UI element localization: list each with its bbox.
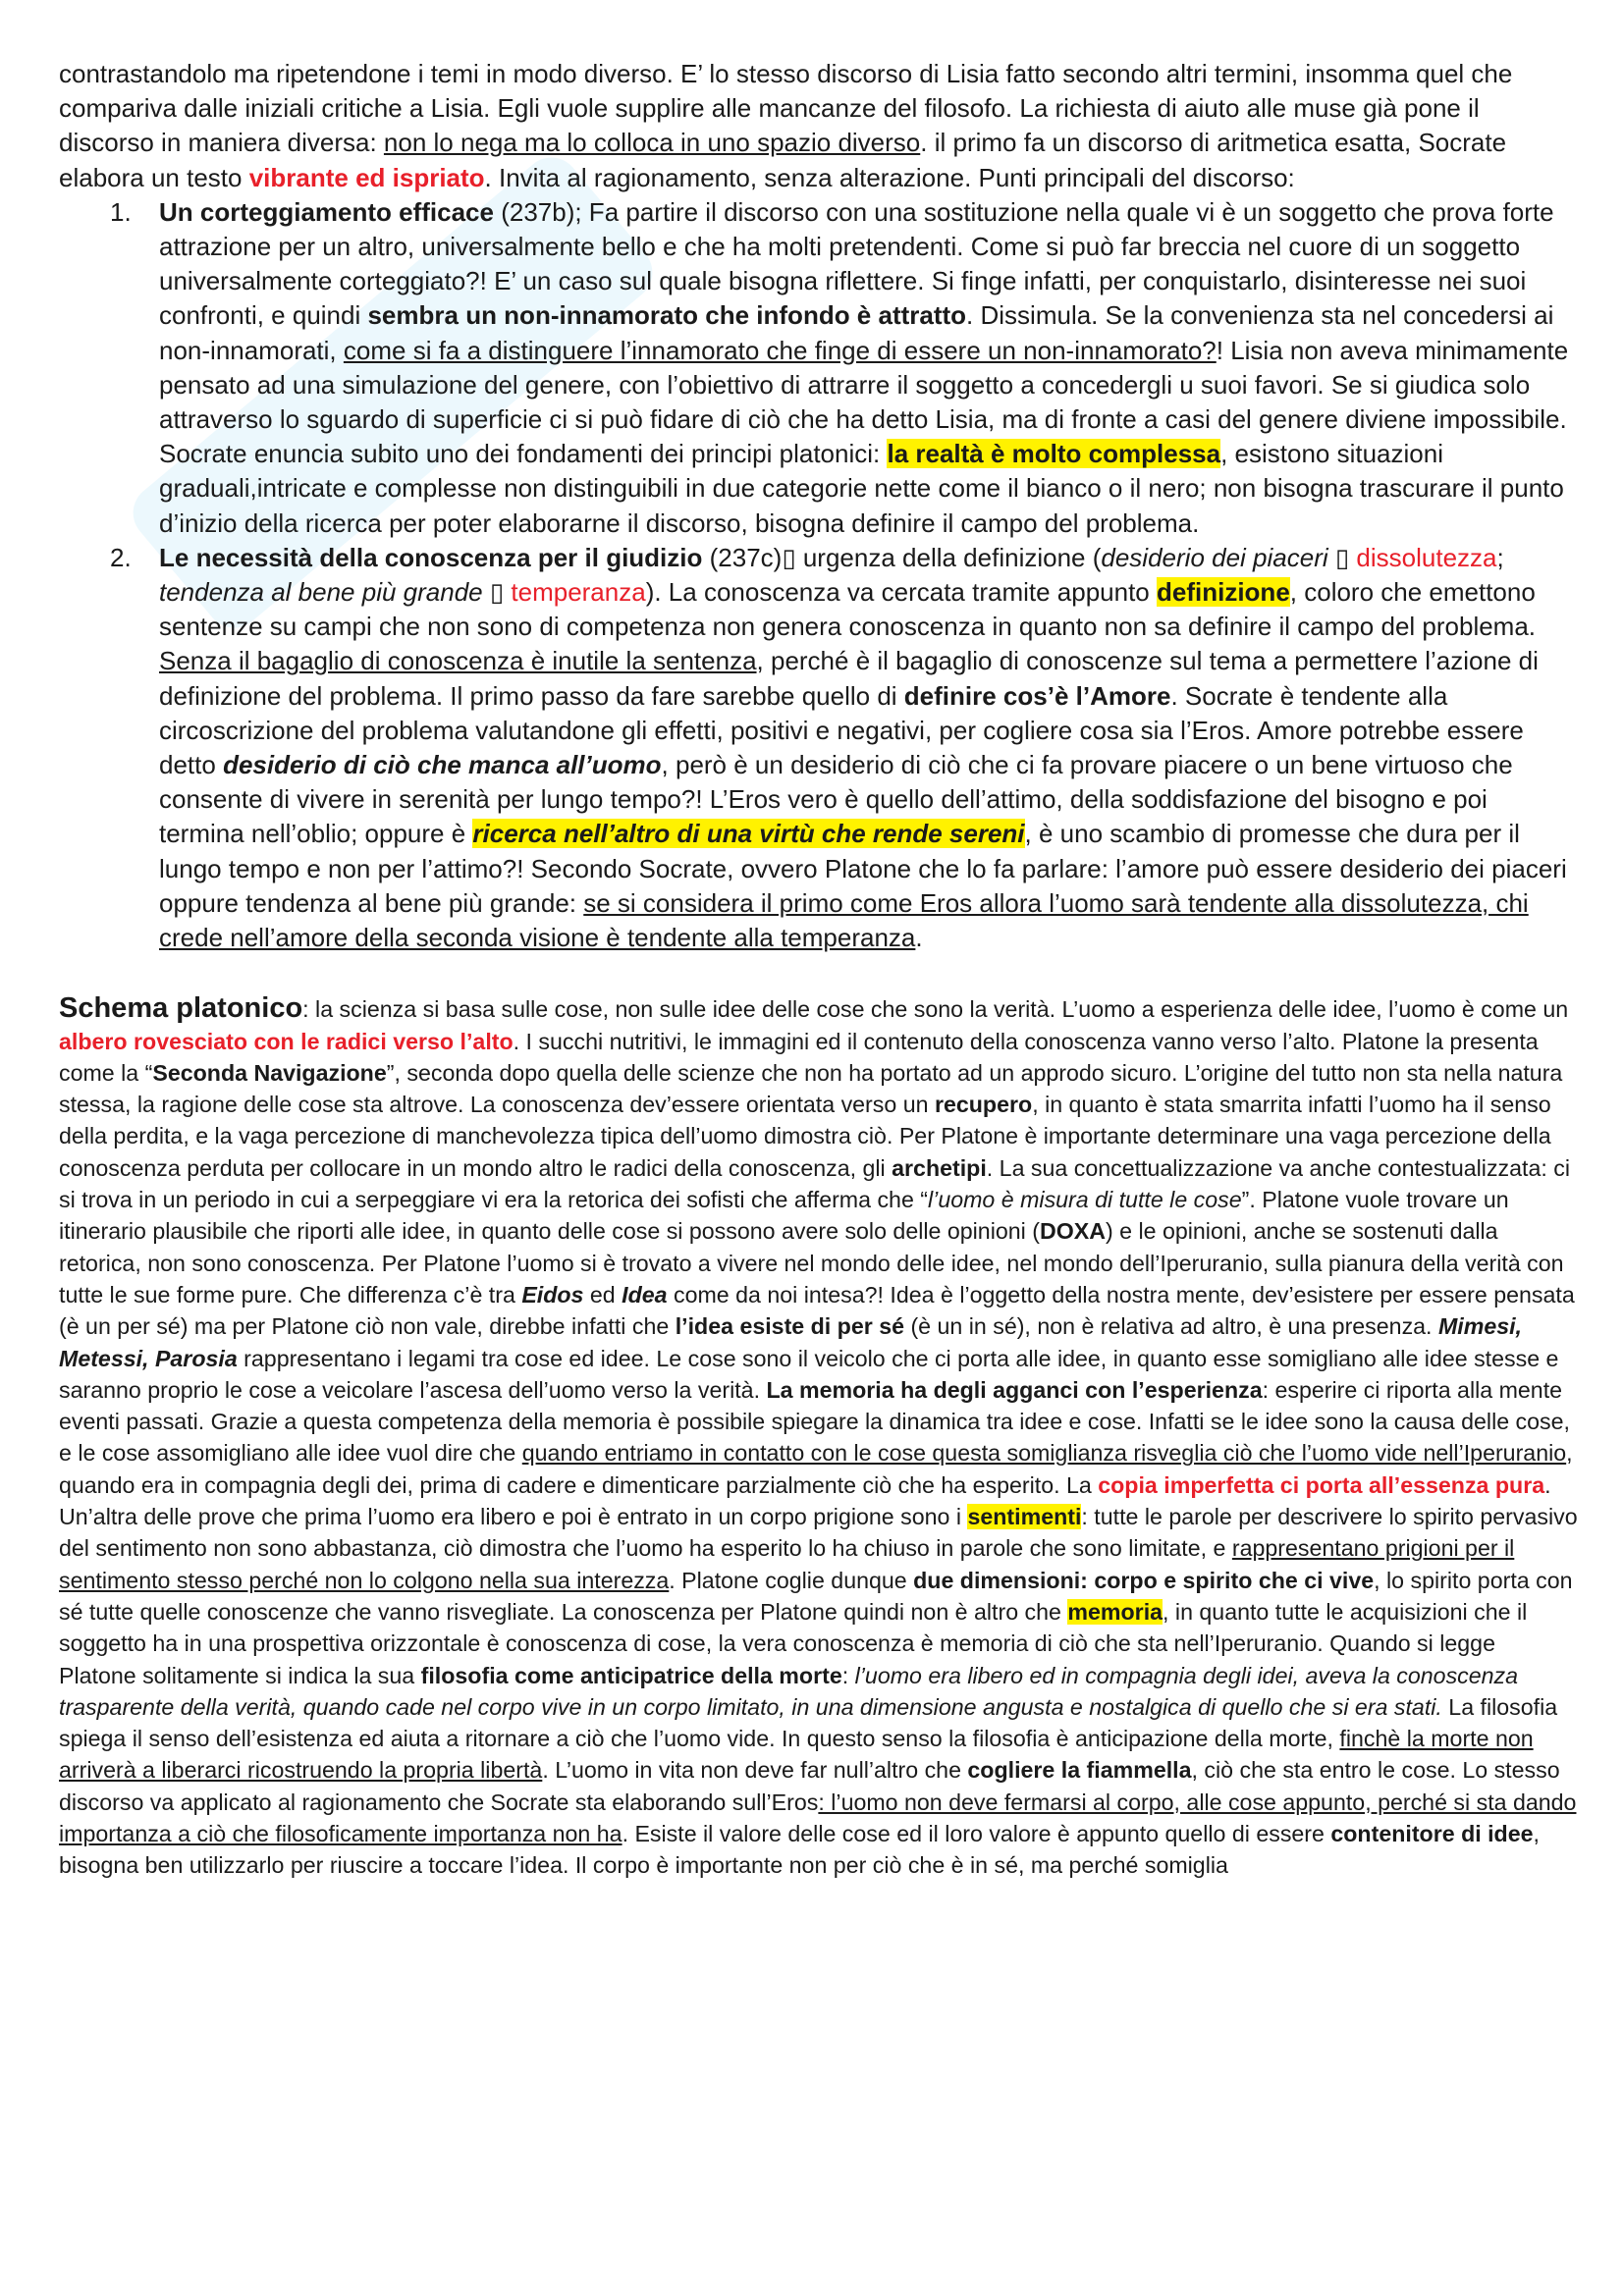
schema-text-run: copia imperfetta ci porta all’essenza pura [1098,1471,1545,1498]
schema-text-run: archetipi [892,1154,987,1181]
list-text-run: , però è un desiderio di ciò che ci fa provare piacere o un bene virtuoso che consente di vivere in serenità per lungo tempo?! L’Eros vero è quello dell’attimo, della soddisfazione del bisogno e poi termina nell’oblio; oppure è [159,750,1513,849]
intro-text-run: contrastandolo ma ripetendone i temi in modo diverso. E’ lo stesso discorso di Lisia fatto secondo altri termini, insomma quel che compariva dalle iniziali critiche a Lisia. Egli vuole supplire alle mancanze del filosofo. La richiesta di aiuto alle muse già pone il discorso in maniera diversa: [59,59,1513,158]
schema-text-run: quando entriamo in contatto con le cose questa somiglianza risveglia ciò che l’uomo vide nell’Iperuranio [521,1440,1567,1467]
list-text-run: temperanza [511,577,646,608]
schema-text-run: , bisogna ben utilizzarlo per riuscire a toccare l’idea. Il corpo è importante non per ciò che è in sé, ma perché somiglia [59,1821,1540,1879]
list-text-run: tendenza al bene più grande [159,577,483,608]
schema-text-run: : tutte le parole per descrivere lo spirito pervasivo del sentimento non sono abbastanza, ciò dimostra che l’uomo ha esperito lo ha chiuso in parole che sono limitate, e [59,1504,1578,1562]
schema-text-run: : l’uomo non deve fermarsi al corpo, alle cose appunto, perché si sta dando importanza a ciò che filosoficamente importanza non ha [59,1789,1577,1846]
schema-text-run: , quando era in compagnia degli dei, prima di cadere e dimenticare parzialmente ciò che ha esperito. La [59,1440,1573,1498]
schema-text-run: ”. Platone vuole trovare un itinerario plausibile che riporti alle idee, in quanto delle cose si possono avere solo delle opinioni ( [59,1187,1509,1245]
schema-text-run: DOXA [1039,1218,1106,1245]
schema-text-run: . La sua concettualizzazione va anche contestualizzata: ci si trova in un periodo in cui a serpeggiare vi era la retorica dei sofisti che afferma che “ [59,1154,1571,1213]
list-text-run: Le necessità della conoscenza per il giudizio [159,542,703,572]
schema-text-run: filosofia come anticipatrice della morte [420,1662,842,1688]
list-item [59,195,1579,541]
schema-text-run: l’idea esiste di per sé [675,1313,904,1340]
intro-paragraph [59,57,1579,195]
schema-text-run: recupero [934,1092,1033,1118]
list-text-run: ricerca nell’altro di una virtù che rende sereni [472,819,1025,849]
schema-platonico-paragraph [59,992,1579,1881]
list-text-run: (237c) [702,542,783,572]
schema-text-run: La filosofia spiega il senso dell’esistenza ed aiuta a ritornare a ciò che l’uomo vide. In questo senso la filosofia è anticipazione della morte, [59,1693,1558,1752]
schema-text-run: sentimenti [967,1504,1082,1530]
schema-text-run: Idea [622,1281,668,1308]
list-text-run: . Dissimula. Se la convenienza sta nel concedersi ai non-innamorati, [159,300,1554,365]
schema-text-run: La memoria ha degli agganci con l’esperienza [766,1376,1263,1403]
schema-text-run: Eidos [521,1281,584,1308]
intro-text-run: . il primo fa un discorso di aritmetica esatta, Socrate elabora un testo [59,128,1507,192]
list-text-run: definizione [1157,577,1290,608]
list-text-run: come si fa a distinguere l’innamorato che finge di essere un non-innamorato? [343,335,1217,365]
list-text-run: sembra un non-innamorato che infondo è attratto [367,300,967,331]
list-text-run: (237b); Fa partire il discorso con una sostituzione nella quale vi è un soggetto che prova forte attrazione per un altro, universalmente bello e che ha molti pretendenti. Come si può far breccia nel cuore di un soggetto universalmente corteggiato?! E’ un caso sul quale bisogna riflettere. Si finge infatti, per conquistarlo, disinteresse nei suoi confronti, e quindi [159,196,1554,331]
schema-text-run: . Esiste il valore delle cose ed il loro valore è appunto quello di essere [622,1821,1331,1846]
schema-text-run: , in quanto è stata smarrita infatti l’uomo ha il senso della perdita, e la vaga percezione di manchevolezza tipica dell’uomo dimostra ciò. Per Platone è importante determinare una vaga percezione della conoscenza perduta per collocare in un mondo altro le radici della conoscenza, gli [59,1092,1551,1181]
list-text-run [483,577,490,607]
list-text-run: , esistono situazioni graduali,intricate e complesse non distinguibili in due categorie nette come il bianco o il nero; non bisogna trascurare il punto d’inizio della ricerca per poter elaborarne il discorso, bisogna definire il campo del problema. [159,439,1564,538]
missing-glyph-icon: ▯ [782,542,796,572]
list-text-run: la realtà è molto complessa [887,439,1221,469]
schema-text-run: come da noi intesa?! Idea è l’oggetto della nostra mente, dev’esistere per essere pensata (è un per sé) ma per Platone ciò non vale, direbbe infatti che [59,1281,1575,1340]
schema-text-run: , ciò che sta entro le cose. Lo stesso discorso va applicato al ragionamento che Socrate sta elaborando sull’Eros [59,1757,1560,1815]
missing-glyph-icon: ▯ [489,577,505,608]
list-text-run: desiderio dei piaceri [1101,542,1328,572]
schema-text-run: finchè la morte non arriverà a liberarci ricostruendo la propria libertà [59,1726,1534,1784]
schema-text-run: , lo spirito porta con sé tutte quelle conoscenze che vanno risvegliate. La conoscenza per Platone quindi non è altro che [59,1567,1573,1625]
schema-text-run: due dimensioni: corpo e spirito che ci vive [913,1567,1375,1593]
schema-text-run: . L’uomo in vita non deve far null’altro che [542,1757,968,1784]
list-text-run: ; [1496,542,1504,572]
schema-text-run: (è un in sé), non è relativa ad altro, è una presenza. [904,1313,1438,1340]
schema-text-run: l’uomo è misura di tutte le cose [928,1187,1242,1213]
schema-text-run: ”, seconda dopo quella delle scienze che non ha portato ad un approdo sicuro. L’origine del tutto non sta nella natura stessa, la ragione delle cose sta altrove. La conoscenza dev’essere orientata verso un [59,1059,1563,1118]
list-text-run [1328,543,1335,572]
list-text-run: . [915,923,923,953]
schema-text-run: memoria [1067,1598,1163,1625]
schema-text-run: contenitore di idee [1330,1821,1534,1846]
schema-text-run: ) e le opinioni, anche se sostenuti dalla retorica, non sono conoscenza. Per Platone l’uomo si è trovato a vivere nel mondo delle idee, nel mondo dell’Iperuranio, sulla pianura della verità con tutte le sue forme pure. Che differenza c’è tra [59,1218,1564,1308]
discourse-points-list [59,195,1579,955]
schema-text-run: Mimesi, Metessi, Parosia [59,1313,1523,1371]
schema-text-run: : [841,1662,855,1688]
list-item-number: 2. [110,542,132,572]
list-text-run: definire cos’è l’Amore [903,680,1171,711]
list-text-run: , coloro che emettono sentenze su campi che non sono di competenza non genera conoscenza in quanto non sa definire il campo del problema. [159,577,1537,642]
intro-text-run: non lo nega ma lo colloca in uno spazio diverso [383,128,921,158]
list-text-run: desiderio di ciò che manca all’uomo [223,750,662,780]
list-text-run: ). La conoscenza va cercata tramite appunto [645,577,1157,608]
document-page [59,57,1579,1882]
list-text-run: , è uno scambio di promesse che dura per il lungo tempo e non per l’attimo?! Secondo Socrate, ovvero Platone che lo fa parlare: l’amore può essere desiderio dei piaceri oppure tendenza al bene più grande: [159,819,1567,918]
schema-text-run: : esperire ci riporta alla mente eventi passati. Grazie a questa competenza della memoria è possibile spiegare la dinamica tra idee e cose. Infatti se le idee sono la causa delle cose, e le cose assomigliano alle idee vuol dire che [59,1376,1570,1467]
intro-text-run: . Invita al ragionamento, senza alterazione. Punti principali del discorso: [484,162,1295,192]
schema-text-run: ed [583,1281,622,1308]
schema-text-run: . I succhi nutritivi, le immagini ed il contenuto della conoscenza vanno verso l’alto. Platone la presenta come la “ [59,1028,1539,1086]
list-text-run: Un corteggiamento efficace [159,196,494,227]
schema-text-run: l’uomo era libero ed in compagnia degli idei, aveva la conoscenza trasparente della verità, quando cade nel corpo vive in un corpo limitato, in una dimensione angusta e nostalgica di quello che si era stati. [59,1662,1519,1720]
schema-text-run: rappresentano prigioni per il sentimento stesso perché non lo colgono nella sua interezza [59,1535,1515,1593]
schema-text-run: cogliere la fiammella [967,1757,1192,1784]
list-text-run: se si considera il primo come Eros allora l’uomo sarà tendente alla dissolutezza, chi crede nell’amore della seconda visione è tendente alla temperanza [159,887,1529,953]
intro-text-run: vibrante ed ispriato [248,162,485,192]
list-text-run: urgenza della definizione ( [795,542,1102,572]
schema-text-run: rappresentano i legami tra cose ed idee. Le cose sono il veicolo che ci porta alle idee, in quanto esse somigliano alle idee stesse e saranno proprio le cose a veicolare l’ascesa dell’uomo verso la verità. [59,1345,1559,1403]
schema-text-run: , in quanto tutte le acquisizioni che il soggetto ha in una prospettiva orizzontale è conoscenza di cose, la vera conoscenza è memoria di ciò che sta nell’Iperuranio. Quando si legge Platone solitamente si indica la sua [59,1598,1528,1688]
schema-text-run: Seconda Navigazione [152,1059,387,1086]
list-item-number: 1. [110,196,132,227]
list-text-run: dissolutezza [1356,542,1497,572]
list-text-run: , perché è il bagaglio di conoscenze sul tema a permettere l’azione di definizione del problema. Il primo passo da fare sarebbe quello di [159,646,1539,711]
schema-text-run: : la scienza si basa sulle cose, non sulle idee delle cose che sono la verità. L’uomo a esperienza delle idee, l’uomo è come un [302,996,1569,1023]
missing-glyph-icon: ▯ [1334,542,1350,572]
schema-text-run: albero rovesciato con le radici verso l’alto [59,1028,514,1054]
schema-text-run: . Un’altra delle prove che prima l’uomo era libero e poi è entrato in un corpo prigione sono i [59,1471,1551,1530]
schema-text-run: Schema platonico [59,992,303,1025]
schema-text-run: . Platone coglie dunque [669,1567,914,1593]
list-text-run: Senza il bagaglio di conoscenza è inutile la sentenza [159,646,757,676]
list-item [59,541,1579,955]
list-text-run: . Socrate è tendente alla circoscrizione del problema valutandone gli effetti, positivi e negativi, per cogliere cosa sia l’Eros. Amore potrebbe essere detto [159,680,1524,780]
list-text-run: ! Lisia non aveva minimamente pensato ad una simulazione del genere, con l’obiettivo di attrarre il soggetto a concedergli u suoi favori. Se si giudica solo attraverso lo sguardo di superficie ci si può fidare di ciò che ha detto Lisia, ma di fronte a casi del genere diviene impossibile. Socrate enuncia subito uno dei fondamenti dei principi platonici: [159,335,1569,469]
